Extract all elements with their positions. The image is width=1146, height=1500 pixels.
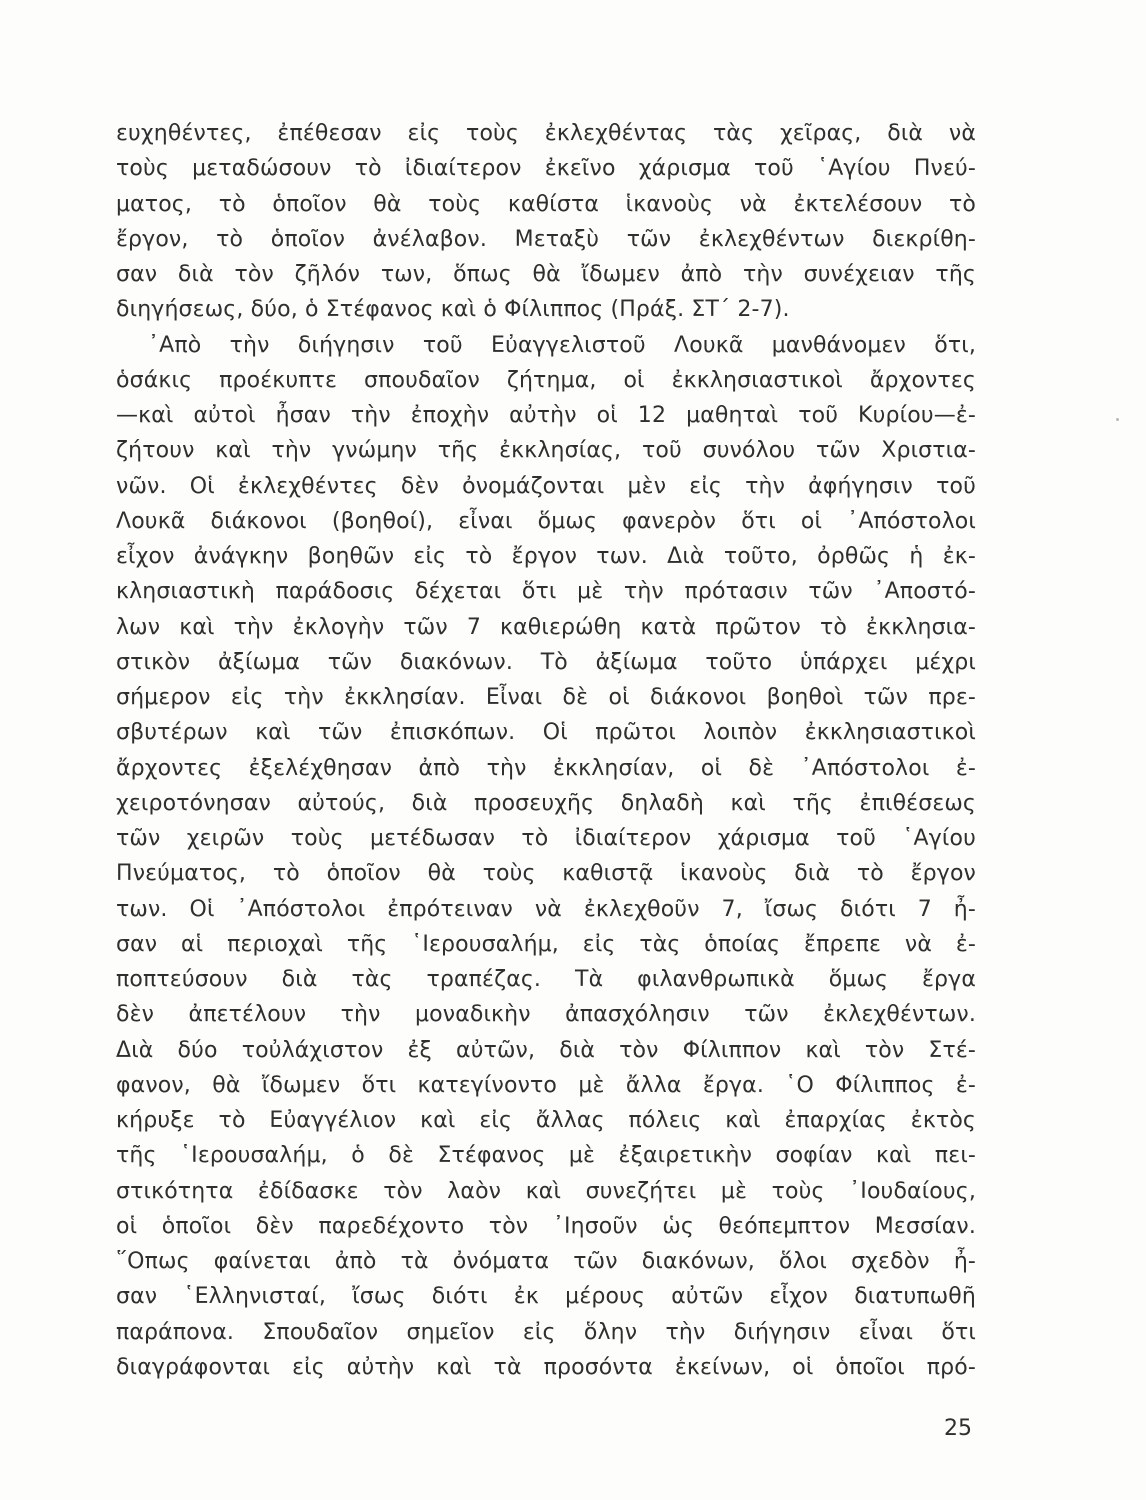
text-line: ᾿Απὸ τὴν διήγησιν τοῦ Εὐαγγελιστοῦ Λουκᾶ μανθάνομεν ὅτι, bbox=[148, 332, 976, 358]
text-line: χειροτόνησαν αὐτούς, διὰ προσευχῆς δηλαδὴ καὶ τῆς ἐπιθέσεως bbox=[116, 790, 976, 816]
text-line: Διὰ δύο τοὐλάχιστον ἐξ αὐτῶν, διὰ τὸν Φίλιππον καὶ τὸν Στέ- bbox=[116, 1037, 976, 1063]
text-line: ὁσάκις προέκυπτε σπουδαῖον ζήτημα, οἱ ἐκκλησιαστικοὶ ἄρχοντες bbox=[116, 367, 976, 393]
body-text bbox=[116, 116, 976, 1385]
text-line: λων καὶ τὴν ἐκλογὴν τῶν 7 καθιερώθη κατὰ πρῶτον τὸ ἐκκλησια- bbox=[116, 614, 976, 640]
text-line: ῞Οπως φαίνεται ἀπὸ τὰ ὀνόματα τῶν διακόνων, ὅλοι σχεδὸν ἦ- bbox=[116, 1249, 976, 1274]
text-line: ματος, τὸ ὁποῖον θὰ τοὺς καθίστα ἱκανοὺς νὰ ἐκτελέσουν τὸ bbox=[116, 191, 976, 217]
text-line: ἄρχοντες ἐξελέχθησαν ἀπὸ τὴν ἐκκλησίαν, οἱ δὲ ᾿Απόστολοι ἐ- bbox=[116, 755, 976, 781]
text-line: νῶν. Οἱ ἐκλεχθέντες δὲν ὀνομάζονται μὲν εἰς τὴν ἀφήγησιν τοῦ bbox=[116, 473, 976, 499]
text-line: των. Οἱ ᾿Απόστολοι ἐπρότειναν νὰ ἐκλεχθοῦν 7, ἴσως διότι 7 ἦ- bbox=[116, 896, 976, 922]
text-line: κήρυξε τὸ Εὐαγγέλιον καὶ εἰς ἄλλας πόλεις καὶ ἐπαρχίας ἐκτὸς bbox=[116, 1108, 976, 1133]
text-line: ποπτεύσουν διὰ τὰς τραπέζας. Τὰ φιλανθρωπικὰ ὅμως ἔργα bbox=[116, 967, 976, 992]
text-line: Πνεύματος, τὸ ὁποῖον θὰ τοὺς καθιστᾷ ἱκανοὺς διὰ τὸ ἔργον bbox=[116, 861, 976, 887]
text-line: Λουκᾶ διάκονοι (βοηθοί), εἶναι ὅμως φανερὸν ὅτι οἱ ᾿Απόστολοι bbox=[116, 508, 976, 534]
text-line: παράπονα. Σπουδαῖον σημεῖον εἰς ὅλην τὴν διήγησιν εἶναι ὅτι bbox=[116, 1319, 976, 1345]
text-line: σαν ῾Ελληνισταί, ἴσως διότι ἐκ μέρους αὐτῶν εἶχον διατυπωθῆ bbox=[116, 1284, 976, 1310]
text-line: τῆς ῾Ιερουσαλήμ, ὁ δὲ Στέφανος μὲ ἐξαιρετικὴν σοφίαν καὶ πει- bbox=[116, 1143, 976, 1169]
text-line: σήμερον εἰς τὴν ἐκκλησίαν. Εἶναι δὲ οἱ διάκονοι βοηθοὶ τῶν πρε- bbox=[116, 685, 976, 710]
text-line: οἱ ὁποῖοι δὲν παρεδέχοντο τὸν ᾿Ιησοῦν ὡς θεόπεμπτον Μεσσίαν. bbox=[116, 1213, 976, 1239]
page-number: 25 bbox=[944, 1416, 972, 1441]
text-line: στικότητα ἐδίδασκε τὸν λαὸν καὶ συνεζήτει μὲ τοὺς ᾿Ιουδαίους, bbox=[116, 1178, 976, 1204]
text-line: φανον, θὰ ἴδωμεν ὅτι κατεγίνοντο μὲ ἄλλα ἔργα. ῾Ο Φίλιππος ἐ- bbox=[116, 1072, 976, 1098]
text-line: τοὺς μεταδώσουν τὸ ἰδιαίτερον ἐκεῖνο χάρισμα τοῦ ῾Αγίου Πνεύ- bbox=[116, 156, 976, 182]
text-line: σβυτέρων καὶ τῶν ἐπισκόπων. Οἱ πρῶτοι λοιπὸν ἐκκλησιαστικοὶ bbox=[116, 720, 976, 746]
text-line: ευχηθέντες, ἐπέθεσαν εἰς τοὺς ἐκλεχθέντας τὰς χεῖρας, διὰ νὰ bbox=[116, 121, 976, 146]
text-line: δὲν ἀπετέλουν τὴν μοναδικὴν ἀπασχόλησιν τῶν ἐκλεχθέντων. bbox=[116, 1002, 976, 1028]
text-line: διηγήσεως, δύο, ὁ Στέφανος καὶ ὁ Φίλιππος (Πράξ. ΣΤ΄ 2-7). bbox=[116, 297, 790, 323]
text-line: κλησιαστικὴ παράδοσις δέχεται ὅτι μὲ τὴν πρότασιν τῶν ᾿Αποστό- bbox=[116, 579, 976, 605]
text-line: ἔργον, τὸ ὁποῖον ἀνέλαβον. Μεταξὺ τῶν ἐκλεχθέντων διεκρίθη- bbox=[116, 226, 976, 252]
text-line: ζήτουν καὶ τὴν γνώμην τῆς ἐκκλησίας, τοῦ συνόλου τῶν Χριστια- bbox=[116, 438, 976, 464]
text-line: σαν αἱ περιοχαὶ τῆς ῾Ιερουσαλήμ, εἰς τὰς ὁποίας ἔπρεπε νὰ ἐ- bbox=[116, 931, 976, 957]
text-line: διαγράφονται εἰς αὐτὴν καὶ τὰ προσόντα ἐκείνων, οἱ ὁποῖοι πρό- bbox=[116, 1354, 976, 1380]
text-line: εἶχον ἀνάγκην βοηθῶν εἰς τὸ ἔργον των. Διὰ τοῦτο, ὀρθῶς ἡ ἐκ- bbox=[116, 544, 976, 569]
scan-speck bbox=[1116, 418, 1119, 421]
text-line: σαν διὰ τὸν ζῆλόν των, ὅπως θὰ ἴδωμεν ἀπὸ τὴν συνέχειαν τῆς bbox=[116, 262, 976, 287]
text-line: —καὶ αὐτοὶ ἦσαν τὴν ἐποχὴν αὐτὴν οἱ 12 μαθηταὶ τοῦ Κυρίου—ἐ- bbox=[116, 403, 976, 428]
text-line: τῶν χειρῶν τοὺς μετέδωσαν τὸ ἰδιαίτερον χάρισμα τοῦ ῾Αγίου bbox=[116, 826, 976, 851]
text-line: στικὸν ἀξίωμα τῶν διακόνων. Τὸ ἀξίωμα τοῦτο ὑπάρχει μέχρι bbox=[116, 649, 976, 675]
